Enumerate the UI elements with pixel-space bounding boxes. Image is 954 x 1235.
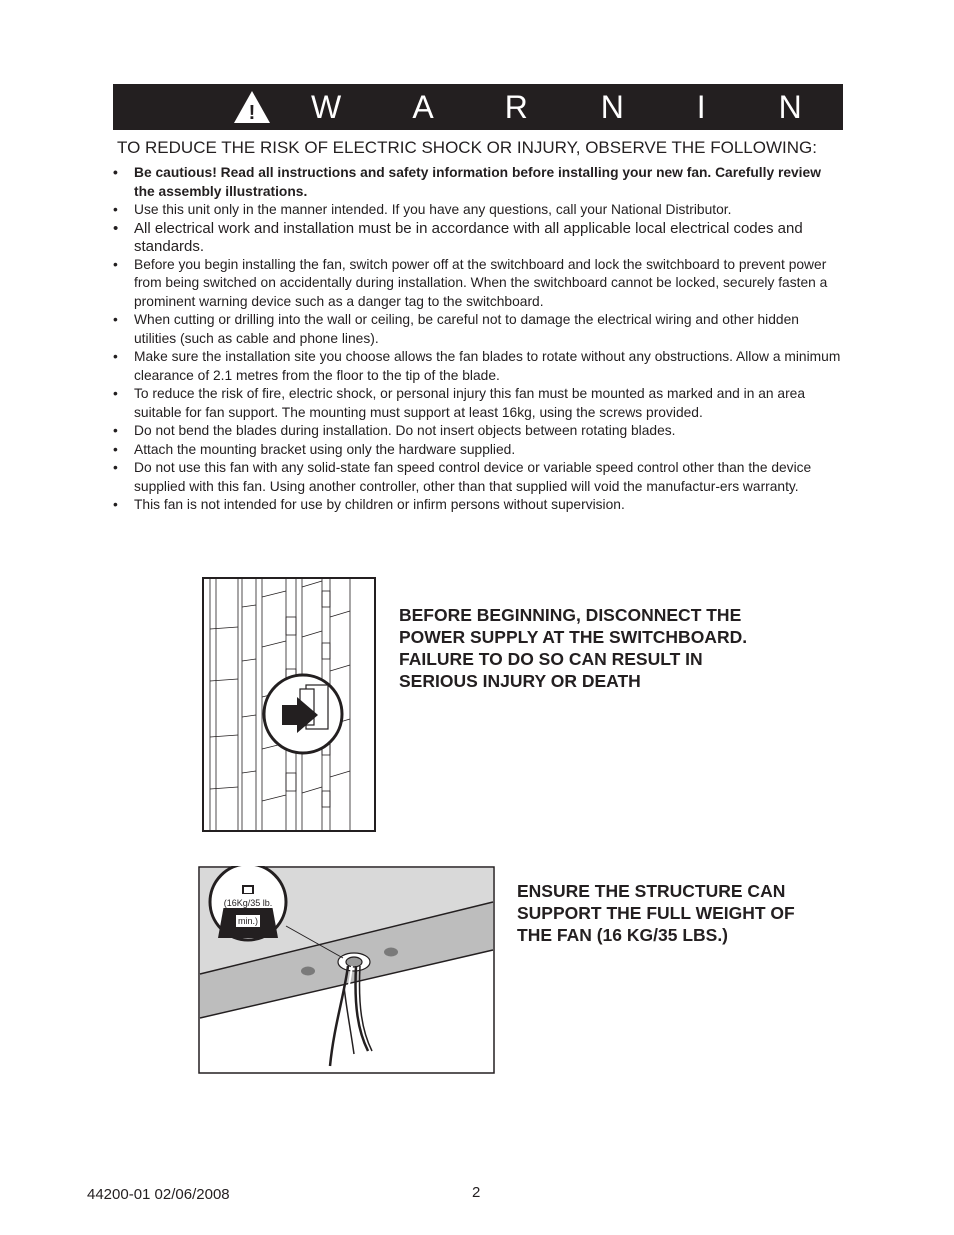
weight-label-line1: (16Kg/35 lb. [223,898,273,908]
rule-item: • Use this unit only in the manner intended. If you have any questions, call your National Distributor. [113,201,843,220]
rule-item: • To reduce the risk of fire, electric shock, or personal injury this fan must be mounted as marked and in an area suitable for fan support. The mounting must support at least 16kg, using the screws provided. [113,385,843,422]
switchboard-illustration [202,577,376,832]
document-code: 44200-01 02/06/2008 [87,1186,230,1203]
safety-rules-list [113,164,843,515]
rule-item: • All electrical work and installation must be in accordance with all applicable local electrical codes and standards. [113,220,843,256]
rule-item: • Make sure the installation site you choose allows the fan blades to rotate without any obstructions. Allow a minimum clearance of 2.1 metres from the floor to the tip of the blade. [113,348,843,385]
structure-support-caption: ENSURE THE STRUCTURE CAN SUPPORT THE FULL WEIGHT OF THE FAN (16 KG/35 LBS.) [517,881,795,945]
warning-triangle-icon [233,90,271,124]
warning-symbol: ! [248,102,256,124]
subheading: TO REDUCE THE RISK OF ELECTRIC SHOCK OR INJURY, OBSERVE THE FOLLOWING: [117,138,817,157]
rule-item: • When cutting or drilling into the wall or ceiling, be careful not to damage the electrical wiring and other hidden utilities (such as cable and phone lines). [113,311,843,348]
weight-label-line2: min.) [238,916,258,926]
rule-item: • Before you begin installing the fan, switch power off at the switchboard and lock the switchboard to prevent power from being switched on accidentally during installation. When the switchboard cannot be locked, securely fasten a prominent warning device such as a danger tag to the switchboard. [113,256,843,312]
ceiling-structure-illustration [198,866,495,1074]
rule-item: • Be cautious! Read all instructions and safety information before installing your new fan. Carefully review the assembly illustrations. [113,164,843,201]
warning-banner [113,84,932,130]
rule-item: • Do not use this fan with any solid-state fan speed control device or variable speed control other than the device supplied with this fan. Using another controller, other than that supplied will void the manufactur-ers warranty. [113,459,843,496]
warning-title: W A R N I N G [311,89,932,125]
rule-item: • Attach the mounting bracket using only the hardware supplied. [113,441,843,460]
rule-item: • Do not bend the blades during installation. Do not insert objects between rotating blades. [113,422,843,441]
rule-item: • This fan is not intended for use by children or infirm persons without supervision. [113,496,843,515]
page-number: 2 [472,1184,481,1201]
disconnect-power-caption: BEFORE BEGINNING, DISCONNECT THE POWER SUPPLY AT THE SWITCHBOARD. FAILURE TO DO SO CAN RESULT IN SERIOUS INJURY OR DEATH [399,605,748,691]
